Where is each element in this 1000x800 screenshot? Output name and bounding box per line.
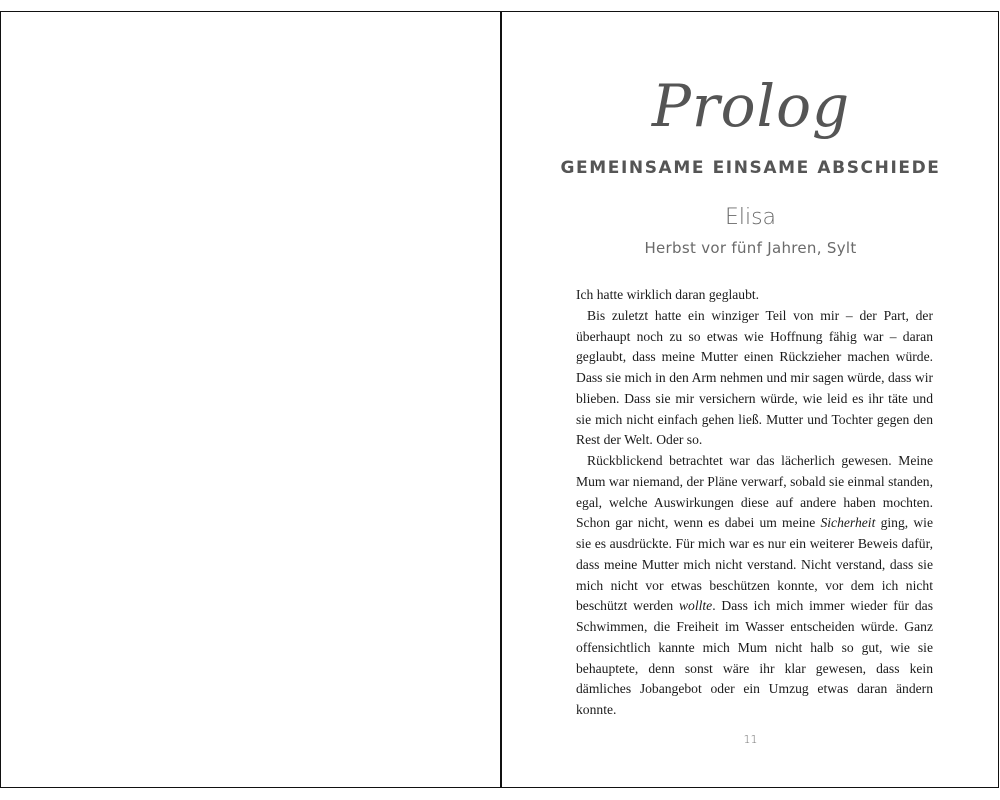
right-page [502,12,999,787]
paragraph-3-italic-wollte: wollte [678,598,713,614]
paragraph-2: Bis zuletzt hatte ein winziger Teil von mir – der Part, der überhaupt noch zu so etwas wie Hoffnung fähig war – daran geglaubt, dass meine Mutter einen Rückzieher machen würde. Dass sie mich in den Arm nehmen und mir sagen würde, dass wir blieben. Dass sie mir versichern würde, wie leid es ihr täte und sie mich nicht einfach gehen ließ. Mutter und Tochter gegen den Rest der Welt. Oder so. [576,307,933,448]
book-spread [0,11,999,788]
chapter-script-text: Prolog [651,72,850,140]
paragraph-3-segment-1: Rückblickend betrachtet war das lächerlich gewesen. Meine Mum war niemand, der Pläne verwarf, sobald sie einmal standen, egal, welche Auswirkungen diese auf andere haben mochten. Schon gar nicht, wenn es dabei um meine [576,453,933,531]
chapter-title: GEMEINSAME EINSAME ABSCHIEDE [560,158,941,178]
paragraph-3-segment-5: . Dass ich mich immer wieder für das Schwimmen, die Freiheit im Wasser entscheiden würde. Ganz offensichtlich kannte mich Mum nicht halb so gut, wie sie behauptete, denn sonst wäre ihr klar gewesen, dass kein dämliches Jobangebot oder ein Umzug etwas daran ändern konnte. [576,598,933,717]
pov-character-name: Elisa [724,205,777,230]
chapter-script-svg [631,64,871,159]
paragraph-3-segment-3: ging, wie sie es ausdrückte. Für mich war es nur ein weiterer Beweis dafür, dass meine Mutter mich nicht verstand. Nicht verstand, dass sie mich nicht vor etwas beschützen konnte, vor dem ich nicht beschützt werden [576,515,933,614]
body-text [576,285,933,721]
paragraph-3 [576,451,933,721]
page-number: 11 [743,733,758,746]
paragraph-3-italic-sicherheit: Sicherheit [820,515,876,531]
chapter-script-heading [502,64,999,159]
time-place-subtitle: Herbst vor fünf Jahren, Sylt [644,239,857,257]
left-page-blank [1,12,500,787]
paragraph-1: Ich hatte wirklich daran geglaubt. [576,287,760,302]
